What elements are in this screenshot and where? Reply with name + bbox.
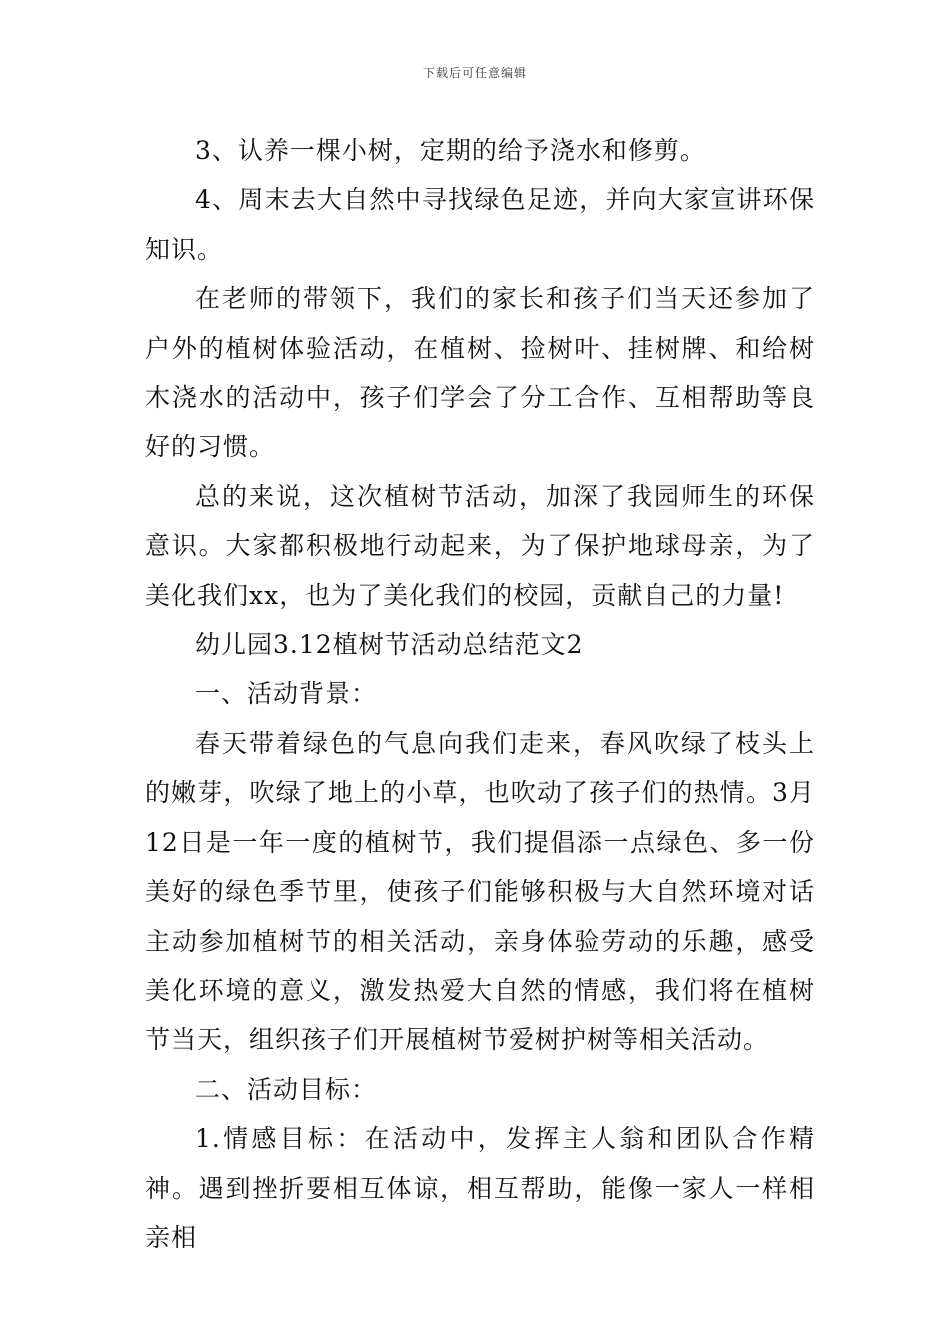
page-header: 下载后可任意编辑 xyxy=(422,66,527,80)
heading-activity-goals: 二、活动目标： xyxy=(195,1074,378,1104)
paragraph-tree-planting-experience: 在老师的带领下，我们的家长和孩子们当天还参加了户外的植树体验活动，在植树、捡树叶、挂树牌、和给树木浇水的活动中，孩子们学会了分工合作、互相帮助等良好的习惯。 xyxy=(145,284,815,462)
paragraph-activity-background: 春天带着绿色的气息向我们走来，春风吹绿了枝头上的嫩芽，吹绿了地上的小草，也吹动了孩子们的热情。3月12日是一年一度的植树节，我们提倡添一点绿色、多一份美好的绿色季节里，使孩子们能够积极与大自然环境对话主动参加植树节的相关活动，亲身体验劳动的乐趣，感受美化环境的意义，激发热爱大自然的情感，我们将在植树节当天，组织孩子们开展植树节爱树护树等相关活动。 xyxy=(145,728,815,1055)
paragraph-emotional-goal: 1.情感目标：在活动中，发挥主人翁和团队合作精神。遇到挫折要相互体谅，相互帮助，能像一家人一样相亲相 xyxy=(145,1124,815,1252)
heading-activity-background: 一、活动背景： xyxy=(195,679,378,709)
paragraph-adopt-tree: 3、认养一棵小树，定期的给予浇水和修剪。 xyxy=(195,136,706,165)
paragraph-summary: 总的来说，这次植树节活动，加深了我园师生的环保意识。大家都积极地行动起来，为了保护地球母亲，为了美化我们xx，也为了美化我们的校园，贡献自己的力量! xyxy=(145,481,815,610)
document-body xyxy=(145,126,815,1262)
paragraph-weekend-nature: 4、周末去大自然中寻找绿色足迹，并向大家宣讲环保知识。 xyxy=(145,185,815,264)
section-title: 幼儿园3.12植树节活动总结范文2 xyxy=(195,630,584,660)
